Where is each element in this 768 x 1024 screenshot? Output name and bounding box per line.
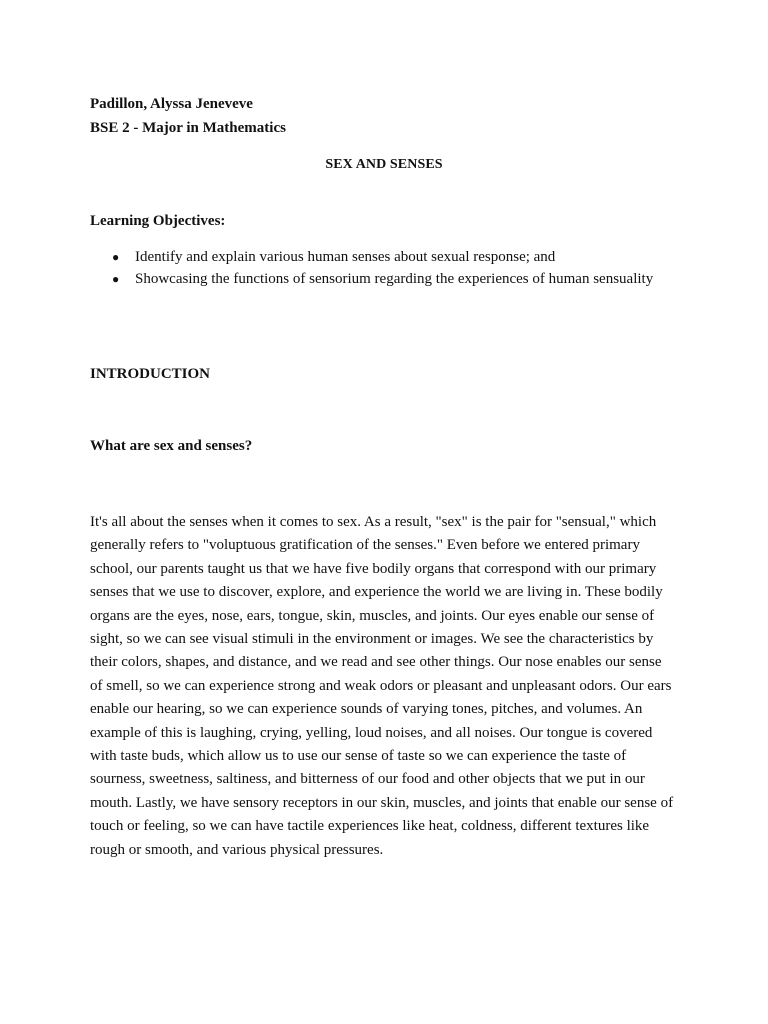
section-question-heading: What are sex and senses?: [90, 438, 253, 454]
bullet-icon: ●: [112, 272, 120, 286]
author-name: Padillon, Alyssa Jeneveve: [90, 96, 253, 112]
document-title: SEX AND SENSES: [325, 157, 443, 172]
objective-text: Identify and explain various human senses about sexual response; and: [135, 249, 556, 265]
introduction-heading: INTRODUCTION: [90, 366, 211, 382]
learning-objectives-list: [90, 246, 690, 290]
author-course: BSE 2 - Major in Mathematics: [90, 120, 286, 136]
objective-text: Showcasing the functions of sensorium regarding the experiences of human sensuality: [135, 271, 654, 287]
objective-item: [90, 246, 690, 268]
objective-item: [90, 268, 690, 290]
bullet-icon: ●: [112, 250, 120, 264]
author-block: [90, 92, 286, 140]
learning-objectives-heading: Learning Objectives:: [90, 213, 226, 229]
body-paragraph: It's all about the senses when it comes to sex. As a result, "sex" is the pair for "sensual," which generally refers to "voluptuous gratification of the senses." Even before we entered primary school, our parents taught us that we have five bodily organs that correspond with our primary senses that we use to discover, explore, and experience the world we are living in. These bodily organs are the eyes, nose, ears, tongue, skin, muscles, and joints. Our eyes enable our sense of sight, so we can see visual stimuli in the environment or images. We see the characteristics by their colors, shapes, and distance, and we read and see other things. Our nose enables our sense of smell, so we can experience strong and weak odors or pleasant and unpleasant odors. Our ears enable our hearing, so we can experience sounds of varying tones, pitches, and volumes. An example of this is laughing, crying, yelling, loud noises, and all noises. Our tongue is covered with taste buds, which allow us to use our sense of taste so we can experience the taste of sourness, sweetness, saltiness, and bitterness of our food and other objects that we put in our mouth. Lastly, we have sensory receptors in our skin, muscles, and joints that enable our sense of touch or feeling, so we can have tactile experiences like heat, coldness, different textures like rough or smooth, and various physical pressures.: [90, 514, 674, 858]
